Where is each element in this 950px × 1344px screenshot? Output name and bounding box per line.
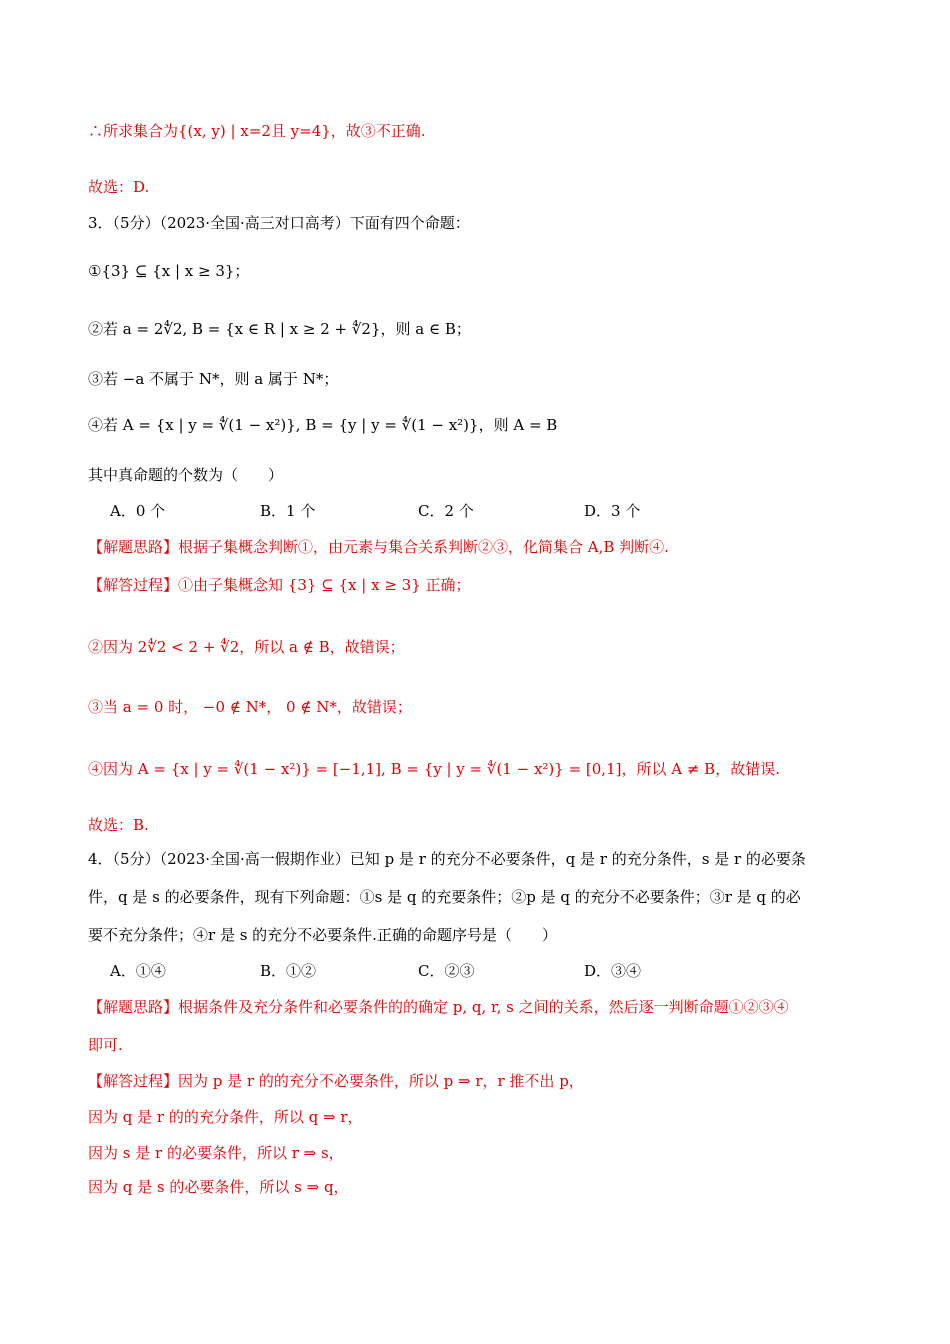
question-4-solution-1: 【解答过程】因为 p 是 r 的的充分不必要条件，所以 p ⇒ r，r 推不出 p， — [88, 1072, 584, 1090]
question-4-solution-3: 因为 s 是 r 的必要条件，所以 r ⇒ s， — [88, 1144, 344, 1162]
option-c[interactable]: C．②③ — [418, 962, 475, 980]
option-b[interactable]: B．1 个 — [260, 502, 316, 520]
question-4-approach-line-1: 【解题思路】根据条件及充分条件和必要条件的的确定 p, q, r, s 之间的关系，然后逐一判断命题①②③④ — [88, 998, 789, 1016]
question-4-solution-2: 因为 q 是 r 的的充分条件，所以 q ⇒ r， — [88, 1108, 363, 1126]
option-c[interactable]: C．2 个 — [418, 502, 474, 520]
question-3-solution-3: ③当 a = 0 时， −0 ∉ N*， 0 ∉ N*，故错误； — [88, 698, 412, 716]
question-3-solution-4: ④因为 A = {x | y = ∜(1 − x²)} = [−1,1], B = {y | y = ∜(1 − x²)} = [0,1]，所以 A ≠ B，故错误. — [88, 760, 780, 778]
question-3-approach: 【解题思路】根据子集概念判断①，由元素与集合关系判断②③，化简集合 A,B 判断④. — [88, 538, 669, 556]
question-4-stem-line-1: 4．（5分）（2023·全国·高一假期作业）已知 p 是 r 的充分不必要条件，q 是 r 的充分条件，s 是 r 的必要条 — [88, 850, 806, 868]
question-4-approach-line-2: 即可. — [88, 1036, 123, 1054]
question-3-solution-2: ②因为 2∜2 < 2 + ∜2，所以 a ∉ B，故错误； — [88, 638, 405, 656]
question-4-solution-4: 因为 q 是 s 的必要条件，所以 s ⇒ q， — [88, 1178, 349, 1196]
question-3-stem: 3．（5分）（2023·全国·高三对口高考）下面有四个命题： — [88, 214, 470, 232]
option-d[interactable]: D．③④ — [584, 962, 642, 980]
question-3-proposition-1: ①{3} ⊆ {x | x ≥ 3}； — [88, 262, 250, 280]
question-3-ask: 其中真命题的个数为（ ） — [88, 466, 284, 484]
answer-choice: 故选：D. — [88, 178, 150, 196]
solution-conclusion: ∴所求集合为{(x, y) | x=2且 y=4}，故③不正确. — [88, 122, 426, 140]
question-3-proposition-2: ②若 a = 2∜2, B = {x ∈ R | x ≥ 2 + ∜2}，则 a ∈ B； — [88, 320, 471, 338]
question-3-proposition-3: ③若 −a 不属于 N*，则 a 属于 N*； — [88, 370, 339, 388]
option-a[interactable]: A．①④ — [110, 962, 166, 980]
question-4-stem-line-3: 要不充分条件；④r 是 s 的充分不必要条件.正确的命题序号是（ ） — [88, 926, 557, 944]
question-4-stem-line-2: 件，q 是 s 的必要条件，现有下列命题：①s 是 q 的充要条件；②p 是 q 的充分不必要条件；③r 是 q 的必 — [88, 888, 801, 906]
option-b[interactable]: B．①② — [260, 962, 317, 980]
question-3-proposition-4: ④若 A = {x | y = ∜(1 − x²)}, B = {y | y = ∜(1 − x²)}，则 A = B — [88, 416, 558, 434]
question-3-solution-1: 【解答过程】①由子集概念知 {3} ⊆ {x | x ≥ 3} 正确； — [88, 576, 471, 594]
option-d[interactable]: D．3 个 — [584, 502, 641, 520]
option-a[interactable]: A．0 个 — [110, 502, 166, 520]
question-3-answer: 故选：B. — [88, 816, 149, 834]
